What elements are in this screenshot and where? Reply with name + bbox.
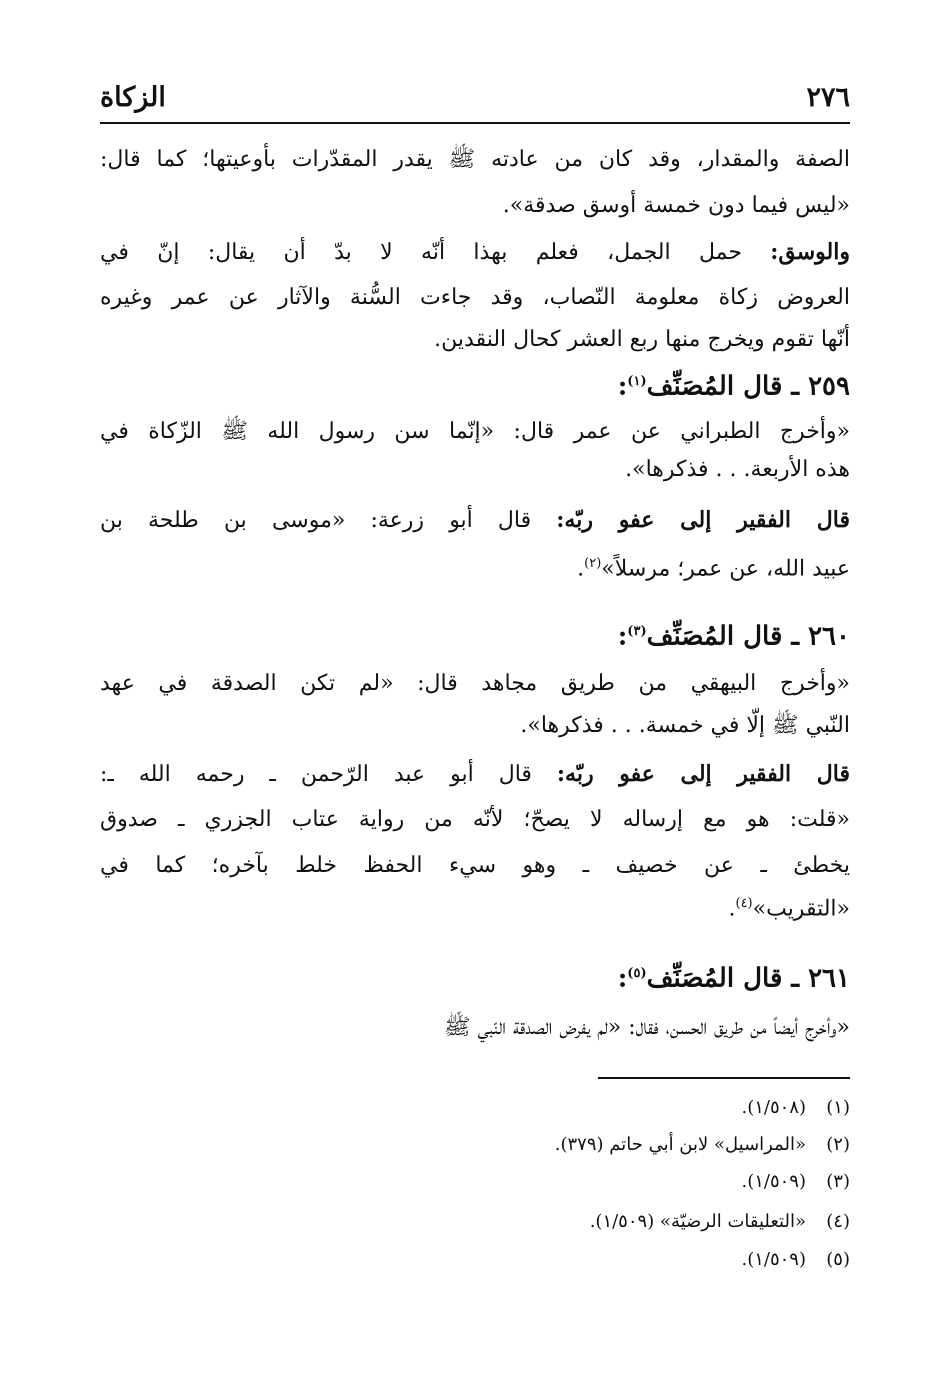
text-line: «ليس فيما دون خمسة أوسق صدقة».	[502, 193, 850, 218]
section-heading	[100, 362, 850, 402]
text-span: حمل الجمل، فعلم بهذا أنّه لا بدّ أن يقال: إنّ في	[100, 240, 771, 265]
footnote-number: (٤)	[826, 1211, 850, 1232]
footnote-ref: (٣)	[627, 624, 647, 639]
header-rule	[100, 122, 850, 124]
quote-line: «وأخرج البيهقي من طريق مجاهد قال: «لم تكن الصدقة في عهد	[100, 671, 850, 696]
quote-line: «وأخرج الطبراني عن عمر قال: «إنّما سن رسول الله ﷺ الزّكاة في	[100, 419, 850, 444]
faqir-label: قال الفقير إلى عفو ربّه:	[556, 761, 850, 787]
text-line: أنّها تقوم ويخرج منها ربع العشر كحال النقدين.	[434, 327, 850, 352]
footnote	[100, 1092, 850, 1124]
footnote-number: (٣)	[826, 1171, 850, 1192]
heading-colon: :	[617, 371, 628, 402]
comment-line: يخطئ ـ عن خصيف ـ وهو سيء الحفظ خلط بآخره؛ كما في	[100, 853, 850, 878]
running-title: الزكاة	[100, 82, 166, 113]
footnote-text: (١/٥٠٩).	[741, 1249, 806, 1270]
footnote-number: (٢)	[826, 1134, 850, 1155]
footnote-ref: (١)	[627, 374, 647, 389]
footnote-text: «التعليقات الرضيّة» (١/٥٠٩).	[589, 1211, 806, 1232]
heading-text: ٢٥٩ ـ قال المُصَنِّف	[646, 371, 850, 402]
text-span: قال أبو عبد الرّحمن ـ رحمه الله ـ:	[100, 762, 557, 787]
footnote-ref: (٥)	[627, 966, 647, 981]
footnote-number: (١)	[826, 1097, 850, 1118]
text-span: عبيد الله، عن عمر؛ مرسلاً»	[601, 556, 850, 582]
heading-text: ٢٦١ ـ قال المُصَنِّف	[646, 963, 850, 994]
footnote	[100, 1206, 850, 1238]
footnote-ref: (٤)	[735, 896, 753, 911]
text-line: العروض زكاة معلومة النّصاب، وقد جاءت السُّنة والآثار عن عمر وغيره	[100, 285, 850, 310]
text-span: قال أبو زرعة: «موسى بن طلحة بن	[100, 508, 557, 533]
text-span: .	[577, 556, 585, 582]
comment-line	[100, 500, 850, 540]
comment-line	[100, 754, 850, 794]
page-number: ٢٧٦	[806, 82, 850, 113]
text-span: .	[728, 896, 736, 922]
text-line	[100, 232, 850, 272]
footnote	[100, 1129, 850, 1161]
section-heading	[100, 954, 850, 994]
footnote	[100, 1244, 850, 1276]
text-span: «التقريب»	[752, 896, 850, 922]
comment-line: «قلت: هو مع إرساله لا يصحّ؛ لأنّه من رواية عتاب الجزري ـ صدوق	[100, 807, 850, 832]
footnote-rule	[598, 1077, 850, 1079]
footnote-number: (٥)	[826, 1249, 850, 1270]
heading-colon: :	[617, 621, 628, 652]
footnote-text: (١/٥٠٩).	[741, 1171, 806, 1192]
comment-line	[100, 884, 850, 924]
footnote-ref: (٢)	[584, 556, 602, 571]
footnote-text: (١/٥٠٨).	[741, 1097, 806, 1118]
heading-text: ٢٦٠ ـ قال المُصَنِّف	[646, 621, 850, 652]
quote-line: «وأخرج أيضاً من طريق الحسن، فقال: «لم يفرض الصدقة النّبي ﷺ	[444, 1015, 850, 1040]
text-line: الصفة والمقدار، وقد كان من عادته ﷺ يقدر المقدّرات بأوعيتها؛ كما قال:	[100, 147, 850, 172]
quote-line: هذه الأربعة. . . فذكرها».	[625, 457, 850, 482]
footnote-text: «المراسيل» لابن أبي حاتم (٣٧٩).	[554, 1134, 806, 1155]
section-heading	[100, 612, 850, 652]
term-bold: والوسق:	[770, 239, 850, 265]
footnote	[100, 1166, 850, 1198]
quote-line: النّبي ﷺ إلّا في خمسة. . . فذكرها».	[520, 713, 850, 738]
faqir-label: قال الفقير إلى عفو ربّه:	[556, 507, 850, 533]
heading-colon: :	[617, 963, 628, 994]
comment-line	[100, 544, 850, 584]
